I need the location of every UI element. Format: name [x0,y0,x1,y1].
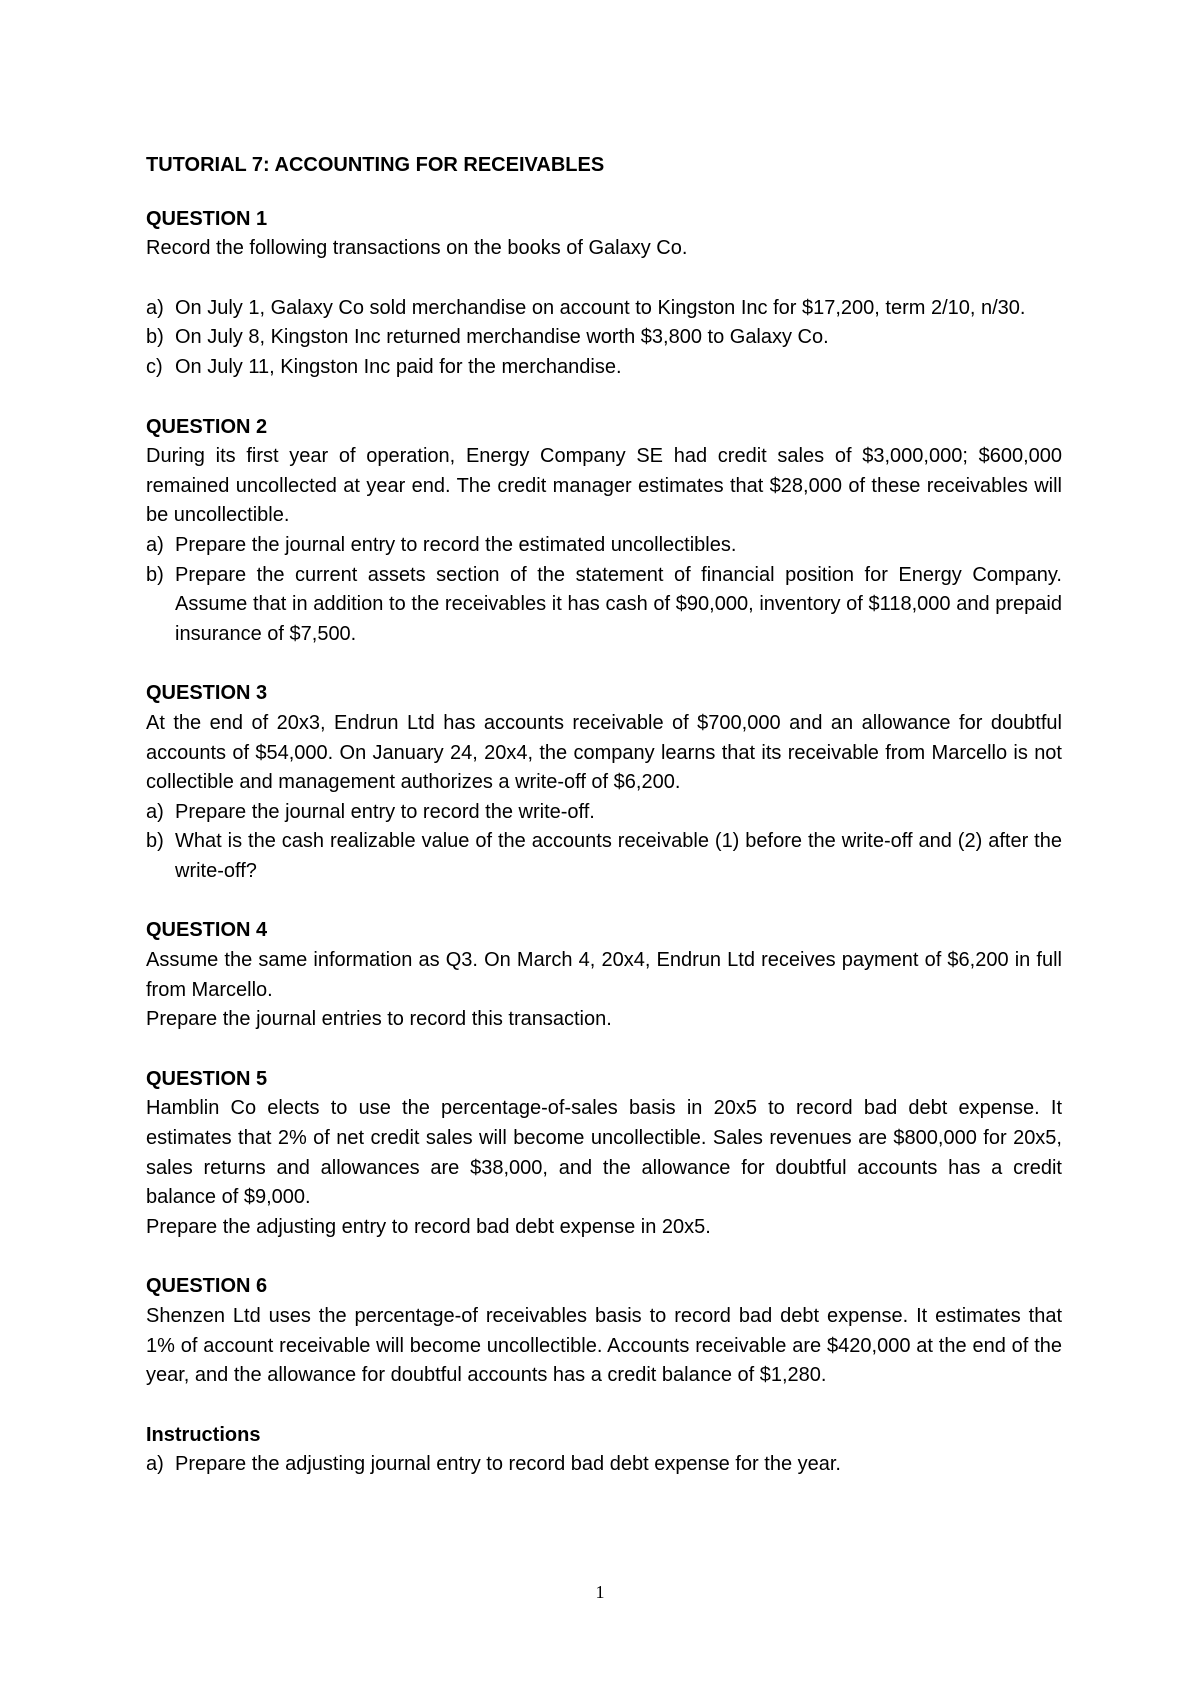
item-text: Prepare the journal entry to record the write-off. [175,800,595,823]
instructions-section [146,1421,1062,1480]
question-heading: QUESTION 1 [146,207,268,230]
question-heading: QUESTION 2 [146,415,268,438]
item-marker: b) [146,830,164,853]
question-subitems [146,798,1062,887]
instructions-subitems [146,1450,1062,1480]
list-item [146,1450,1062,1480]
question-text: During its first year of operation, Energy Company SE had credit sales of $3,000,000; $600,000 remained uncollected at year end. The credit manager estimates that $28,000 of these receivables will be uncollectible. [146,445,1062,527]
question-text: Shenzen Ltd uses the percentage-of receivables basis to record bad debt expense. It estimates that 1% of account receivable will become uncollectible. Accounts receivable are $420,000 at the end of the year, and the allowance for doubtful accounts has a credit balance of $1,280. [146,1305,1062,1387]
question-subitems [146,294,1062,383]
question-6 [146,1272,1062,1390]
item-marker: c) [146,355,163,378]
item-marker: a) [146,1453,164,1476]
document-content [146,151,1062,1480]
list-item [146,561,1062,650]
item-marker: a) [146,533,164,556]
question-heading: QUESTION 4 [146,919,268,942]
question-text: Assume the same information as Q3. On March 4, 20x4, Endrun Ltd receives payment of $6,200 in full from Marcello. [146,949,1062,1001]
item-text: On July 1, Galaxy Co sold merchandise on account to Kingston Inc for $17,200, term 2/10, n/30. [175,296,1026,319]
question-3 [146,679,1062,886]
question-heading: QUESTION 5 [146,1067,268,1090]
question-text: Hamblin Co elects to use the percentage-of-sales basis in 20x5 to record bad debt expense. It estimates that 2% of net credit sales will become uncollectible. Sales revenues are $800,000 for 20x5, sales returns and allowances are $38,000, and the allowance for doubtful accounts has a credit balance of $9,000. [146,1097,1062,1209]
item-text: Prepare the current assets section of the statement of financial position for Energy Company. Assume that in addition to the receivables it has cash of $90,000, inventory of $118,000 and prepaid insurance of $7,500. [175,563,1062,645]
question-text: Prepare the journal entries to record this transaction. [146,1008,612,1031]
question-5 [146,1065,1062,1243]
list-item [146,798,1062,828]
item-text: On July 8, Kingston Inc returned merchandise worth $3,800 to Galaxy Co. [175,326,829,349]
question-2 [146,413,1062,650]
question-subitems [146,531,1062,649]
list-item [146,323,1062,353]
item-marker: b) [146,326,164,349]
item-text: What is the cash realizable value of the accounts receivable (1) before the write-off and (2) after the write-off? [175,830,1062,882]
item-marker: b) [146,563,164,586]
paragraph-gap [146,264,1062,294]
page-title: TUTORIAL 7: ACCOUNTING FOR RECEIVABLES [146,154,605,176]
item-marker: a) [146,296,164,319]
question-text: Record the following transactions on the books of Galaxy Co. [146,237,688,260]
question-text: At the end of 20x3, Endrun Ltd has accounts receivable of $700,000 and an allowance for doubtful accounts of $54,000. On January 24, 20x4, the company learns that its receivable from Marcello is not collectible and management authorizes a write-off of $6,200. [146,711,1062,794]
question-heading: QUESTION 6 [146,1275,268,1298]
item-text: Prepare the journal entry to record the estimated uncollectibles. [175,533,737,556]
list-item [146,531,1062,561]
question-1 [146,205,1062,383]
list-item [146,353,1062,383]
question-4 [146,916,1062,1034]
list-item [146,827,1062,886]
question-text: Prepare the adjusting entry to record bad debt expense in 20x5. [146,1215,711,1238]
item-marker: a) [146,800,164,823]
item-text: Prepare the adjusting journal entry to record bad debt expense for the year. [175,1453,841,1476]
instructions-heading: Instructions [146,1423,261,1446]
list-item [146,294,1062,324]
question-heading: QUESTION 3 [146,682,268,705]
item-text: On July 11, Kingston Inc paid for the merchandise. [175,355,622,378]
page-number: 1 [595,1582,605,1602]
